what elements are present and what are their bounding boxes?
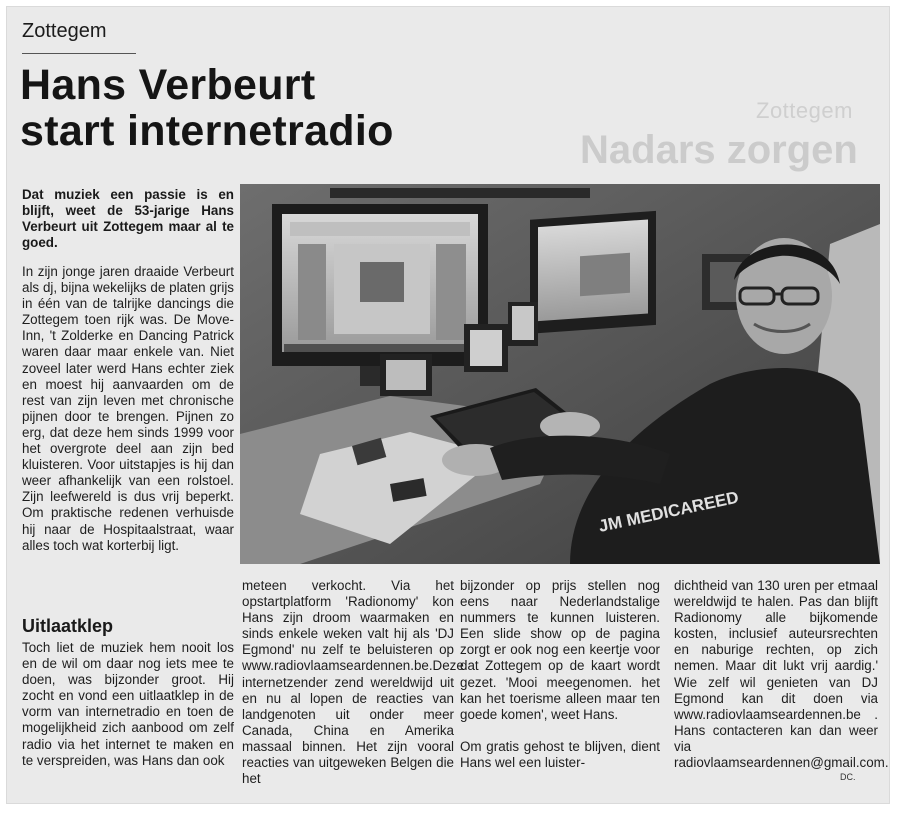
column-3 (460, 578, 660, 771)
newspaper-clipping (6, 6, 890, 804)
body-paragraph: meteen verkocht. Via het opstartplatform 'Radionomy' kon Hans zijn droom waarmaken en sinds enkele weken valt hij als 'DJ Egmond' nu zelf te beluisteren op www.radiovlaamseardennen.be.Deze internetzender zend wereldwijd uit en nu al lopen de reacties van landgenoten uit onder meer Canada, China en Amerika massaal binnen. Het zijn vooral reacties van uitgeweken Belgen die het (242, 578, 464, 787)
subheading: Uitlaatklep (22, 616, 114, 636)
body-paragraph: Om gratis gehost te blijven, dient Hans wel een luister- (460, 738, 660, 770)
column-1 (22, 264, 234, 554)
body-paragraph: In zijn jonge jaren draaide Verbeurt als dj, bijna wekelijks de platen grijs in één van de talrijke dancings die Zottegem toen rijk was. De Move-Inn, 't Zolderke en Dancing Patrick waren daar maar enkele van. Niet zoveel later werd Hans echter ziek en moest hij aanvaarden om de rest van zijn leven met chronische pijnen door te brengen. Pijnen zo erg, dat deze hem sinds 1999 voor het overgrote deel aan zijn bed kluisteren. Voor uitstapjes is hij dan weer afhankelijk van een rolstoel. Zijn leefwereld is dus vrij beperkt. Om praktische redenen verhuisde hij naar de Hospitaalstraat, waar alles toch wat korterbij ligt. (22, 264, 234, 553)
section-label: Zottegem (22, 20, 107, 42)
body-paragraph: bijzonder op prijs stellen nog eens naar Nederlandstalige nummers te kunnen luisteren. Een slide show op de pagina zorgt er ook nog een keertje voor dat Zottegem op de kaart wordt gezet. 'Mooi meegenomen. het kan het toerisme alleen maar ten goede komen', weet Hans. (460, 578, 660, 722)
body-paragraph: Toch liet de muziek hem nooit los en de wil om daar nog iets mee te doen, was bijzonder groot. Hij zocht en vond een uitlaatklep in de vorm van internetradio en toen de mogelijkheid zich aanbood om zelf radio via het internet te maken en te verspreiden, was Hans dan ook (22, 640, 234, 768)
headline-line-1: Hans Verbeurt (20, 61, 316, 109)
body-paragraph: dichtheid van 130 uren per etmaal wereldwijd te halen. Pas dan blijft Radionomy alle bijkomende kosten, inclusief auteursrechten en naburige rechten, op zich nemen. Maar dit lukt vrij aardig.' Wie zelf wil genieten van DJ Egmond kan dit doen via www.radiovlaamseardennen.be . Hans contacteren kan dan weer via radiovlaamseardennen@gmail.com. (674, 578, 889, 771)
lead-paragraph: Dat muziek een passie is en blijft, weet de 53-jarige Hans Verbeurt uit Zottegem maar al te goed. (22, 187, 234, 251)
sweater-print: JM MEDICAREED (596, 487, 741, 536)
column-4 (674, 578, 889, 771)
headline-line-2: start internetradio (20, 107, 394, 155)
author-credit: DC. (840, 772, 856, 782)
column-1-continued (22, 640, 234, 769)
bleed-through-headline: Nadars zorgen (580, 128, 858, 172)
article-photo (240, 184, 880, 564)
column-2 (242, 578, 464, 787)
monitor-right (530, 211, 656, 334)
section-rule (22, 53, 136, 54)
headline (20, 62, 620, 154)
bleed-through-section: Zottegem (756, 98, 853, 123)
